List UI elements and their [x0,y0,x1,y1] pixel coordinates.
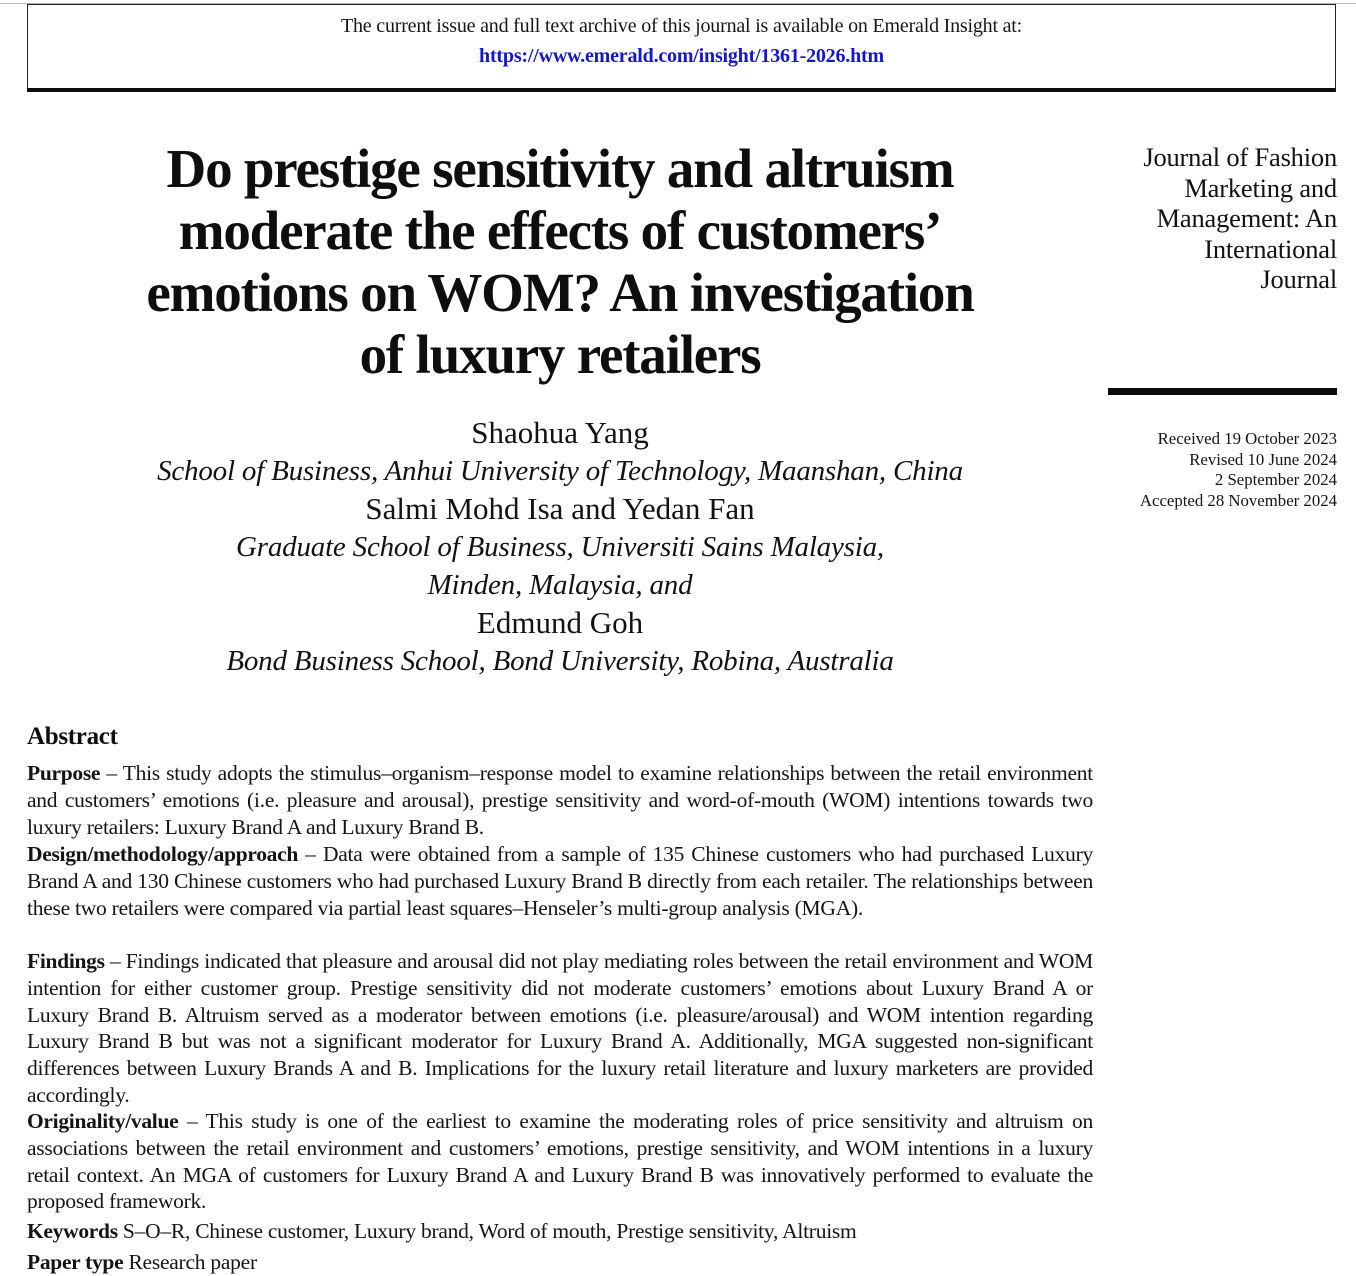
abstract-findings [27,948,1093,1109]
paper-type-line [27,1249,1093,1276]
abstract-originality [27,1108,1093,1215]
abstract-findings-label: Findings [27,949,105,973]
journal-name [1100,142,1337,295]
author-name: Shaohua Yang [471,415,649,450]
abstract-heading: Abstract [27,723,118,750]
article-title-line: of luxury retailers [359,324,761,385]
sidebar-divider-rule [1108,388,1337,395]
submission-dates [1100,429,1337,512]
author-name: Salmi Mohd Isa and Yedan Fan [365,491,755,526]
abstract-findings-text: – Findings indicated that pleasure and arousal did not play mediating roles between the retail environment and WOM intention for either customer group. Prestige sensitivity did not moderate customers’ emotions about Luxury Brand A or Luxury Brand B. Altruism served as a moderator between emotions (i.e. pleasure/arousal) and WOM intention regarding Luxury Brand B but was not a significant moderator for Luxury Brand A. Additionally, MGA suggested non-significant differences between Luxury Brands A and B. Implications for the luxury retail literature and luxury marketers are provided accordingly. [27,949,1093,1107]
journal-name-line: International [1204,233,1337,264]
author-affiliation: Minden, Malaysia, and [427,569,693,601]
emerald-insight-link[interactable]: https://www.emerald.com/insight/1361-2026.htm [479,45,884,67]
paper-type-text: Research paper [128,1250,257,1274]
journal-name-line: Journal of Fashion [1143,142,1337,172]
keywords-label: Keywords [27,1219,118,1243]
date-received: Received 19 October 2023 [1157,429,1337,448]
abstract-design-text: – Data were obtained from a sample of 135 Chinese customers who had purchased Luxury Brand A and 130 Chinese customers who had purchased Luxury Brand B directly from each retailer. The relationships between these two retailers were compared via partial least squares–Henseler’s multi-group analysis (MGA). [27,842,1093,920]
author-affiliation: Bond Business School, Bond University, Robina, Australia [226,645,894,677]
article-title-line: emotions on WOM? An investigation [146,262,974,323]
article-title [27,138,1093,386]
abstract-purpose [27,760,1093,840]
date-revised-2: 2 September 2024 [1214,470,1337,490]
author-affiliation: School of Business, Anhui University of Technology, Maanshan, China [157,455,963,487]
keywords-line [27,1218,1093,1245]
authors-block [27,414,1093,680]
article-title-line: moderate the effects of customers’ [178,200,942,261]
journal-name-line: Marketing and [1184,172,1337,203]
abstract-purpose-text: – This study adopts the stimulus–organism–response model to examine relationships between the retail environment and customers’ emotions (i.e. pleasure and arousal), prestige sensitivity and word-of-mouth (WOM) intentions towards two luxury retailers: Luxury Brand A and Luxury Brand B. [27,761,1094,839]
article-title-line: Do prestige sensitivity and altruism [166,138,954,199]
abstract-originality-label: Originality/value [27,1109,179,1133]
keywords-text: S–O–R, Chinese customer, Luxury brand, Word of mouth, Prestige sensitivity, Altruism [122,1219,857,1243]
abstract-originality-text: – This study is one of the earliest to examine the moderating roles of price sensitivity and altruism on associations between the retail environment and customers’ emotions, prestige sensitivity, and WOM intentions in a luxury retail context. An MGA of customers for Luxury Brand A and Luxury Brand B was innovatively performed to evaluate the proposed framework. [27,1109,1094,1214]
abstract-design [27,841,1093,921]
availability-banner [27,4,1336,92]
availability-notice: The current issue and full text archive of this journal is available on Emerald Insight at: [340,15,1023,37]
author-name: Edmund Goh [476,605,644,640]
abstract-purpose-label: Purpose [27,761,101,785]
journal-name-line: Management: An [1156,203,1337,233]
date-revised: Revised 10 June 2024 [1189,449,1337,469]
abstract-design-label: Design/methodology/approach [27,842,299,866]
author-affiliation: Graduate School of Business, Universiti Sains Malaysia, [236,531,884,563]
date-accepted: Accepted 28 November 2024 [1139,491,1337,511]
paper-type-label: Paper type [27,1250,124,1274]
journal-name-line: Journal [1260,264,1337,294]
